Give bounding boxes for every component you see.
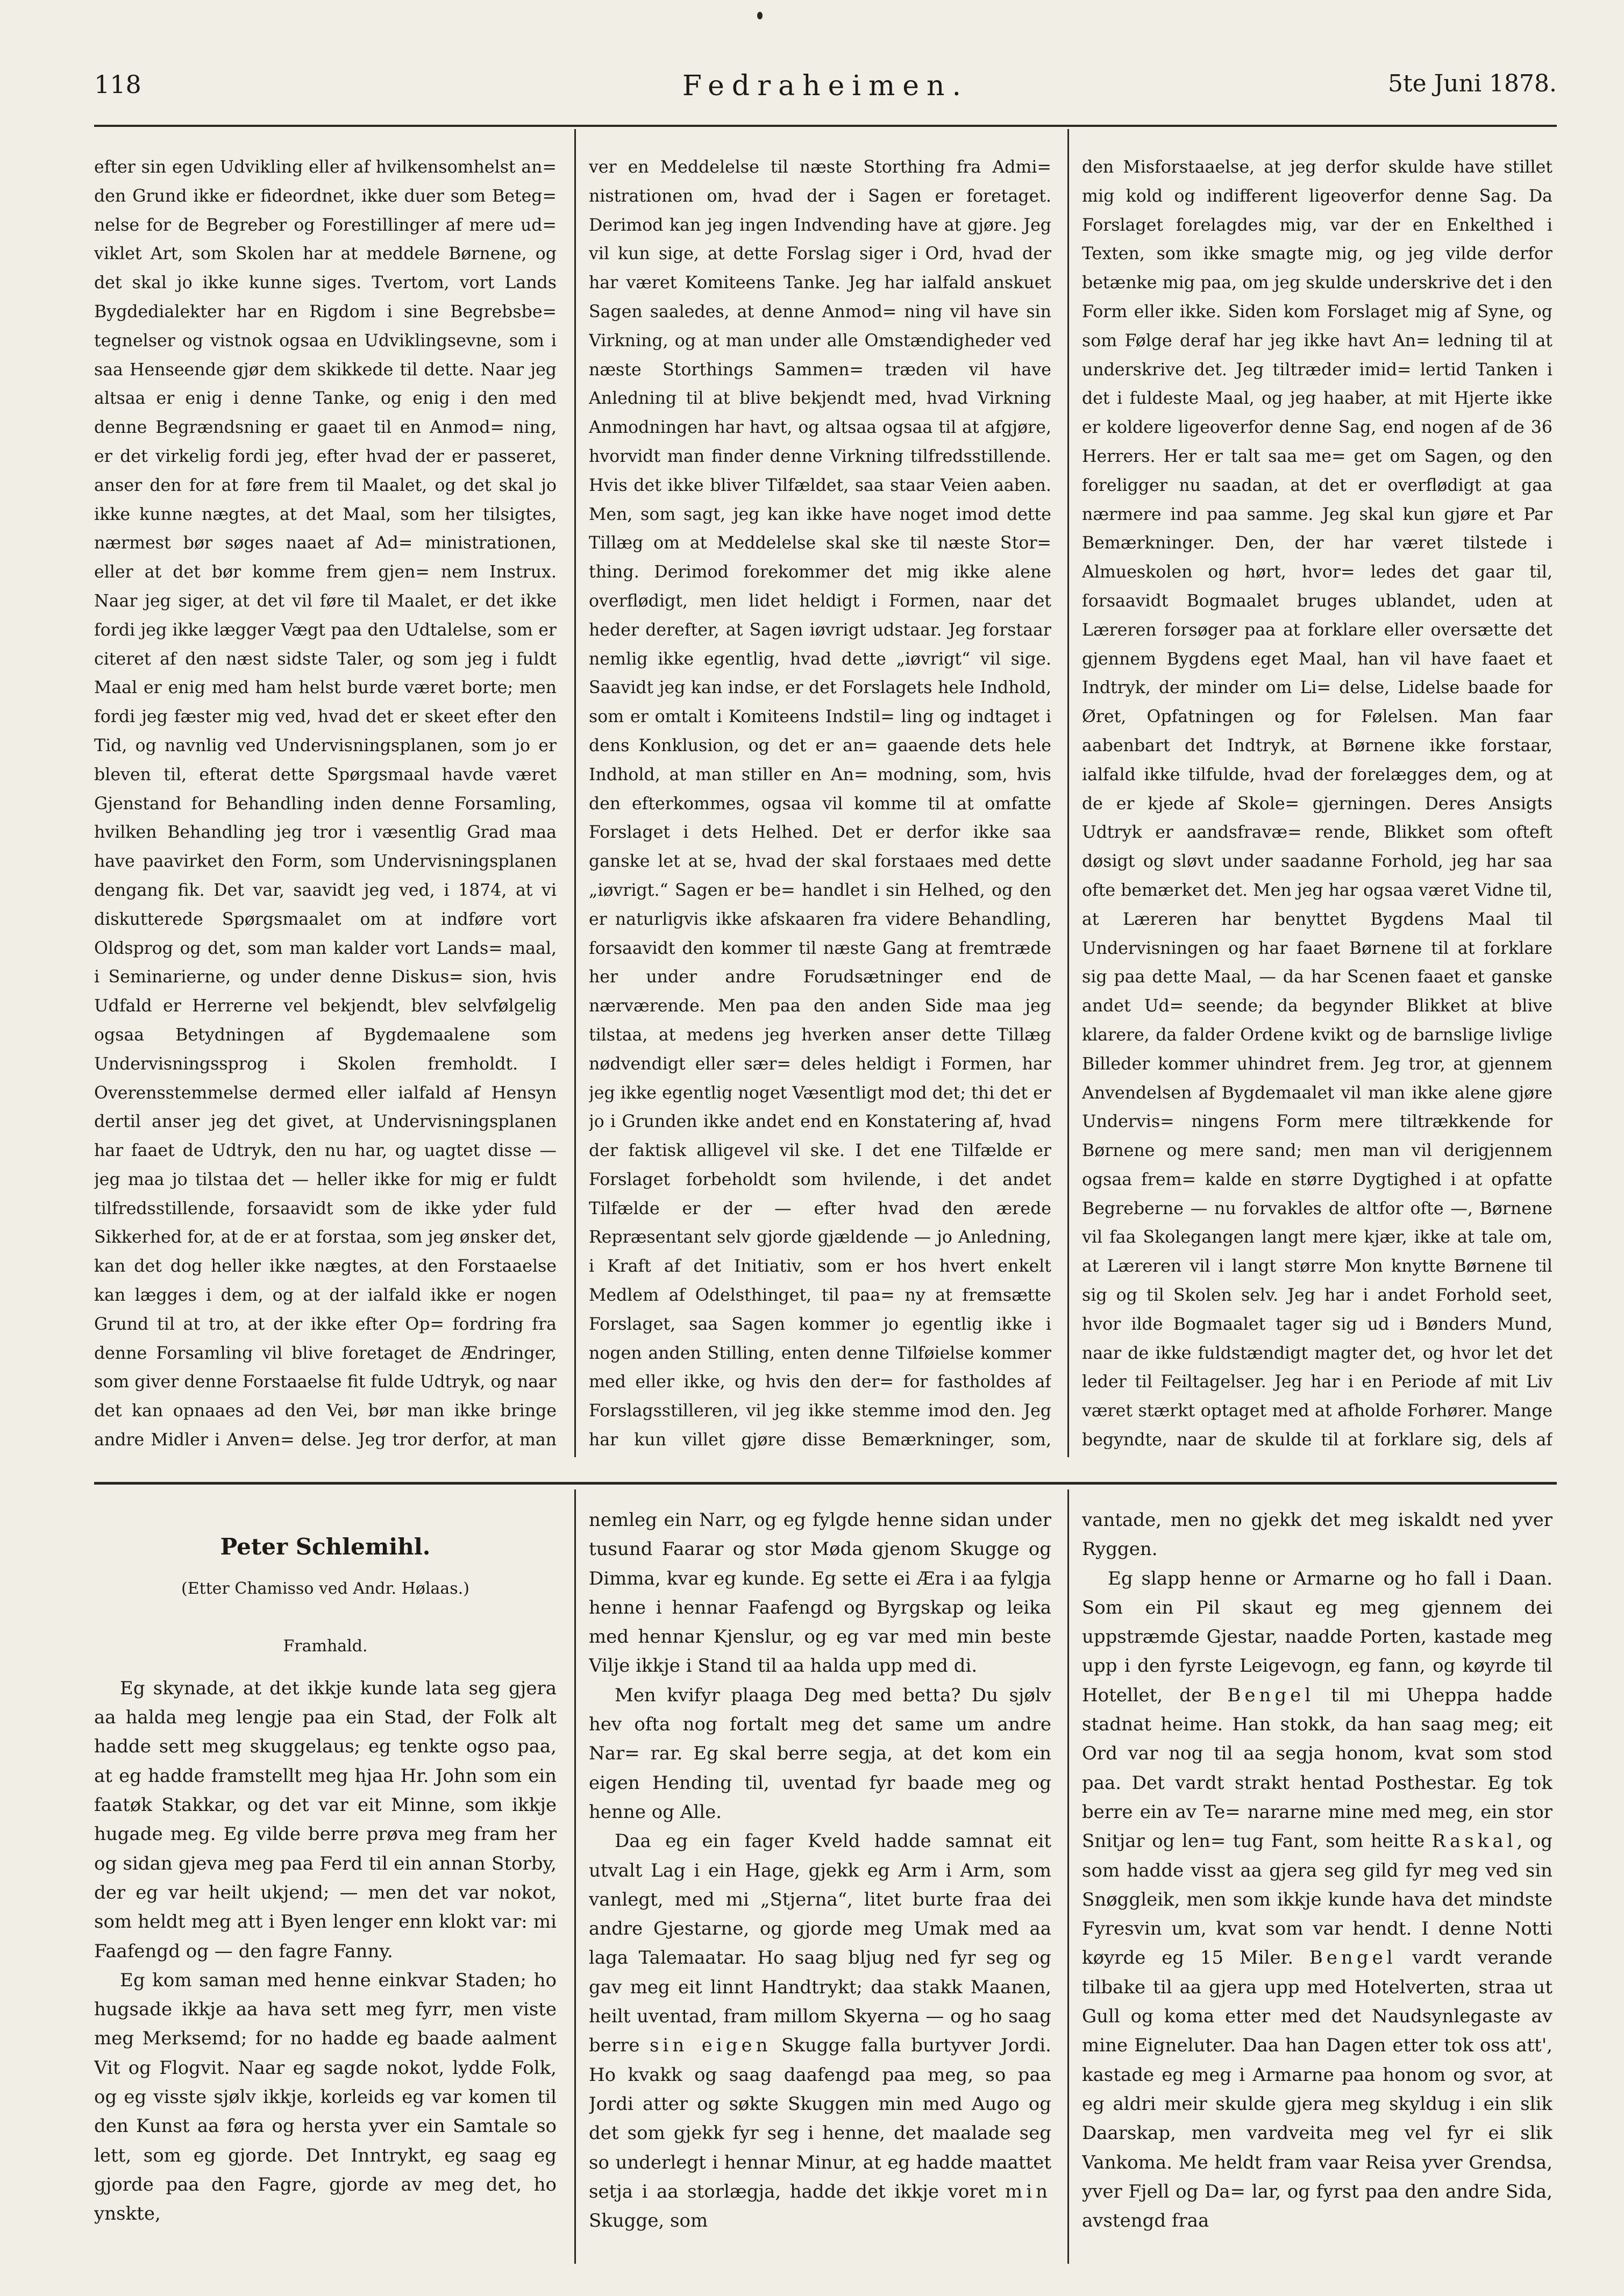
story-column-2 (589, 1506, 1051, 2258)
section-divider (94, 1482, 1557, 1485)
story-paragraph: Eg skynade, at det ikkje kunde lata seg gjera aa halda meg lengje paa ein Stad, der Folk alt hadde sett meg skuggelaus; eg tenkte ogso paa, at eg hadde framstellt meg hjaa Hr. John som ein faatøk Stakkar, og det var eit Minne, som ikkje hugade meg. Eg vilde berre prøva meg fram her og sidan gjeva meg paa Ferd til ein annan Storby, der eg var heilt ukjend; — men det var nokot, som heldt meg att i Byen lenger enn klokt var: mi Faafengd og — den fagre Fanny. (94, 1677, 557, 1962)
column-rule (574, 129, 576, 1457)
debate-column-2 (589, 153, 1051, 1454)
column-rule (574, 1489, 576, 2264)
header-rule (94, 125, 1557, 127)
spaced-emphasis: sin eigen (650, 2035, 772, 2057)
page-header (94, 70, 1557, 113)
story-paragraph: vantade, men no gjekk det meg iskaldt ned yver Ryggen. (1082, 1509, 1552, 1560)
story-continued: Framhald. (283, 1636, 368, 1656)
story-text: Skugge, som (589, 2210, 708, 2232)
story-column-1 (94, 1506, 557, 2258)
newspaper-title: Fedraheimen. (682, 70, 969, 102)
character-name: Bengel (1309, 1947, 1397, 1969)
story-title: Peter Schlemihl. (220, 1534, 431, 1560)
ink-dot (757, 12, 763, 19)
character-name: Raskal (1431, 1830, 1517, 1852)
character-name: Bengel (1227, 1684, 1315, 1706)
column-rule (1067, 1489, 1069, 2264)
story-text: , og som hadde visst aa gjera seg gild fyr meg ved sin Snøggleik, men som ikkje kunde hava det mindste Fyresvin um, kvat som var hendt. I denne Notti køyrde eg 15 Miler. (1082, 1830, 1552, 1969)
story-text: Daa eg ein fager Kveld hadde samnat eit utvalt Lag i ein Hage, gjekk eg Arm i Arm, som vanlegt, med mi „Stjerna“, litet burte fraa dei andre Gjestarne, og gjorde meg Umak med aa laga Talemaatar. Ho saag bljug ned fyr seg og gav meg eit linnt Handtrykt; daa stakk Maanen, heilt uventad, fram millom Skyerna — og ho saag berre (589, 1830, 1051, 2057)
story-text: vardt verande tilbake til aa gjera upp med Hotelverten, straa ut Gull og koma etter med det Naudsynlegaste av mine Eigneluter. Daa han Dagen etter tok oss att', kastade eg meg i Armarne paa honom og svor, at eg aldri meir skulde gjera meg skyldug i ein slik Daarskap, men vardveita meg vel fyr ei slik Vankoma. Me heldt fram vaar Reisa yver Grendsa, yver Fjell og Da= lar, og fyrst paa den andre Sida, avstengd fraa (1082, 1947, 1552, 2232)
story-text: Eg slapp henne or Armarne og ho fall i Daan. Som ein Pil skaut eg meg gjennem dei uppstræmde Gjestar, naadde Porten, kastade meg upp i den fyrste Leigevogn, eg fann, og køyrde til Hotellet, der (1082, 1567, 1552, 1706)
debate-column-1 (94, 153, 557, 1454)
story-column-3 (1082, 1506, 1552, 2258)
spaced-emphasis: min (1005, 2180, 1051, 2202)
story-paragraph: Men kvifyr plaaga Deg med betta? Du sjølv hev ofta nog fortalt meg det same um andre Nar= rar. Eg skal berre segja, at det kom ein eigen Hending til, uventad fyr baade meg og henne og Alle. (589, 1684, 1051, 1823)
issue-date: 5te Juni 1878. (1387, 70, 1557, 97)
column-rule (1067, 129, 1069, 1457)
debate-text: ver en Meddelelse til næste Storthing fra Admi= nistrationen om, hvad der i Sagen er foretaget. Derimod kan jeg ingen Indvending have at gjøre. Jeg vil kun sige, at dette Forslag siger i Ord, hvad der har været Komiteens Tanke. Jeg har ialfald anskuet Sagen saaledes, at denne Anmod= ning vil have sin Virkning, og at man under alle Omstændigheder ved næste Storthings Sammen= træden vil have Anledning til at blive bekjendt med, hvad Virkning Anmodningen har havt, og altsaa ogsaa til at afgjøre, hvorvidt man finder denne Virkning tilfredsstillende. Hvis det ikke bliver Tilfældet, saa staar Veien aaben. Men, som sagt, jeg kan ikke have noget imod dette Tillæg om at Meddelelse skal ske til næste Stor= thing. Derimod forekommer det mig ikke alene overflødigt, men lidet heldigt i Formen, naar det heder derefter, at Sagen iøvrigt udstaar. Jeg forstaar nemlig ikke egentlig, hvad dette „iøvrigt“ vil sige. Saavidt jeg kan indse, er det Forslagets hele Indhold, som er omtalt i Komiteens Indstil= ling og indtaget i dens Konklusion, og det er an= gaaende dets hele Indhold, at man stiller en An= modning, som, hvis den efterkommes, ogsaa vil komme til at omfatte Forslaget i dets Helhed. Det er derfor ikke saa ganske let at se, hvad der skal forstaaes med dette „iøvrigt.“ Sagen er be= handlet i sin Helhed, og den er naturligvis ikke afskaaren fra videre Behandling, forsaavidt den kommer til næste Gang at fremtræde her under andre Forudsætninger end de nærværende. Men paa den anden Side maa jeg tilstaa, at medens jeg hverken anser dette Tillæg nødvendigt eller sær= deles heldigt i Formen, har jeg ikke egentlig noget Væsentligt mod det; thi det er jo i Grunden ikke andet end en Konstatering af, hvad der faktisk alligevel vil ske. I det ene Tilfælde er Forslaget forbeholdt som hvilende, i det andet Tilfælde er der — efter hvad den ærede Repræsentant selv gjorde gjældende — jo Anledning, i Kraft af det Initiativ, som er hos hvert enkelt Medlem af Odelsthinget, til paa= ny at fremsætte Forslaget, saa Sagen kommer jo egentlig ikke i nogen anden Stilling, enten denne Tilføielse kommer med eller ikke, og hvis den der= for fastholdes af Forslagsstilleren, vil jeg ikke stemme imod den. Jeg har kun villet gjøre disse Bemærkninger, som, (589, 158, 1051, 1450)
story-paragraph: nemleg ein Narr, og eg fylgde henne sidan under tusund Faarar og stor Møda gjenom Skugge og Dimma, kvar eg kunde. Eg sette ei Æra i aa fylgja henne i hennar Faafengd og Byrgskap og leika med hennar Kjenslur, og eg var med min beste Vilje ikkje i Stand til aa halda upp med di. (589, 1509, 1051, 1677)
page-number: 118 (94, 70, 141, 99)
story-paragraph (589, 1827, 1051, 2235)
debate-text: efter sin egen Udvikling eller af hvilkensomhelst an= den Grund ikke er fideordnet, ikke duer som Beteg= nelse for de Begreber og Forestillinger af mere ud= viklet Art, som Skolen har at meddele Børnene, og det skal jo ikke kunne siges. Tvertom, vort Lands Bygdedialekter har en Rigdom i sine Begrebsbe= tegnelser og vistnok ogsaa en Udviklingsevne, som i saa Henseende gjør dem skikkede til dette. Naar jeg altsaa er enig i denne Tanke, og enig i den med denne Begrændsning er gaaet til en Anmod= ning, er det virkelig fordi jeg, efter hvad der er passeret, anser den for at føre frem til Maalet, og det skal jo ikke kunne nægtes, at det Maal, som her tilsigtes, nærmest bør søges naaet af Ad= ministrationen, eller at det bør komme frem gjen= nem Instrux. Naar jeg siger, at det vil føre til Maalet, er det ikke fordi jeg ikke lægger Vægt paa den Udtalelse, som er citeret af den næst sidste Taler, og som jeg i fuldt Maal er enig med ham helst burde været borte; men fordi jeg fæster mig ved, hvad det er skeet efter den Tid, og navnlig ved Undervisningsplanen, som jo er bleven til, efterat dette Spørgsmaal havde været Gjenstand for Behandling inden denne Forsamling, hvilken Behandling jeg tror i væsentlig Grad maa have paavirket den Form, som Undervisningsplanen dengang fik. Det var, saavidt jeg ved, i 1874, at vi diskutterede Spørgsmaalet om at indføre vort Oldsprog og det, som man kalder vort Lands= maal, i Seminarierne, og under denne Diskus= sion, hvis Udfald er Herrerne vel bekjendt, blev selvfølgelig ogsaa Betydningen af Bygdemaalene som Undervisningssprog i Skolen fremholdt. I Overensstemmelse dermed eller ialfald af Hensyn dertil anser jeg det givet, at Undervisningsplanen har faaet de Udtryk, den nu har, og uagtet disse — jeg maa jo tilstaa det — heller ikke for mig er fuldt tilfredsstillende, forsaavidt som de ikke yder fuld Sikkerhed for, at de er at forstaa, som jeg ønsker det, kan det dog heller ikke nægtes, at den Forstaaelse kan lægges i dem, og at der ialfald ikke er nogen Grund til at tro, at der ikke efter Op= fordring fra denne Forsamling vil blive foretaget de Ændringer, som giver denne Forstaaelse fit fulde Udtryk, og naar det kan opnaaes ad den Vei, bør man ikke bringe andre Midler i Anven= delse. Jeg tror derfor, at man (94, 158, 557, 1450)
story-paragraph (1082, 1564, 1552, 2236)
story-paragraph: Eg kom saman med henne einkvar Staden; ho hugsade ikkje aa hava sett meg fyrr, men viste meg Merksemd; for no hadde eg baade aalment Vit og Flogvit. Naar eg sagde nokot, lydde Folk, og eg visste sjølv ikkje, korleids eg var komen til den Kunst aa føra og hersta yver ein Samtale so lett, som eg gjorde. Det Inntrykt, eg saag eg gjorde paa den Fagre, gjorde av meg det, ho ynskte, (94, 1969, 557, 2225)
story-text: Skugge falla burtyver Jordi. Ho kvakk og saag daafengd paa meg, so paa Jordi atter og søkte Skuggen min med Augo og det som gjekk fyr seg i henne, det maalade seg so underlegt i hennar Minur, at eg hadde maattet setja i aa storlægja, hadde det ikkje voret (589, 2035, 1051, 2202)
story-byline: (Etter Chamisso ved Andr. Hølaas.) (181, 1579, 469, 1599)
debate-text: den Misforstaaelse, at jeg derfor skulde have stillet mig kold og indifferent ligeoverfor denne Sag. Da Forslaget forelagdes mig, var der en Enkelthed i Texten, som ikke smagte mig, og jeg vilde derfor betænke mig paa, om jeg skulde underskrive det i den Form eller ikke. Siden kom Forslaget mig af Syne, og som Følge deraf har jeg ikke havt An= ledning til at underskrive det. Jeg tiltræder imid= lertid Tanken i det i fuldeste Maal, og jeg haaber, at mit Hjerte ikke er koldere ligeoverfor denne Sag, end nogen af de 36 Herrers. Her er talt saa me= get om Sagen, og den foreligger nu saadan, at det er overflødigt at gaa nærmere ind paa samme. Jeg skal kun gjøre et Par Bemærkninger. Den, der har været tilstede i Almueskolen og hørt, hvor= ledes det gaar til, forsaavidt Bogmaalet bruges ublandet, uden at Læreren forsøger paa at forklare eller oversætte det gjennem Bygdens eget Maal, han vil have faaet et Indtryk, der minder om Li= delse, Lidelse baade for Øret, Opfatningen og for Følelsen. Man faar aabenbart det Indtryk, at Børnene ikke forstaar, ialfald ikke tilfulde, hvad der forelægges dem, og at de er kjede af Skole= gjerningen. Deres Ansigts Udtryk er aandsfravæ= rende, Blikket som ofteft døsigt og sløvt under saadanne Forhold, jeg har saa ofte bemærket det. Men jeg har ogsaa været Vidne til, at Læreren har benyttet Bygdens Maal til Undervisningen og har faaet Børnene til at forklare sig paa dette Maal, — da har Scenen faaet et ganske andet Ud= seende; da begynder Blikket at blive klarere, da falder Ordene kvikt og de barnslige livlige Billeder kommer uhindret frem. Jeg tror, at gjennem Anvendelsen af Bygdemaalet vil man ikke alene gjøre Undervis= ningens Form mere tiltrækkende for Børnene og mere sand; men man vil derigjennem ogsaa frem= kalde en større Dygtighed i at opfatte Begreberne — nu forvakles de altfor ofte —, Børnene vil faa Skolegangen langt mere kjær, ikke at tale om, at Læreren vil i langt større Mon knytte Børnene til sig og til Skolen selv. Jeg har i andet Forhold seet, hvor ilde Bogmaalet tager sig ud i Bønders Mund, naar de ikke fuldstændigt magter det, og hvor let det leder til Feiltagelser. Jeg har i en Periode af mit Liv været stærkt optaget med at afholde Forhører. Mange begyndte, naar de skulde til at forklare sig, dels af (1082, 158, 1552, 1450)
story-text: til mi Uheppa hadde stadnat heime. Han stokk, da han saag meg; eit Ord var nog til aa segja honom, kvat som stod paa. Det vardt strakt hentad Posthestar. Eg tok berre ein av Te= nararne mine med meg, ein stor Snitjar og len= tug Fant, som heitte (1082, 1684, 1552, 1852)
debate-column-3 (1082, 153, 1552, 1454)
